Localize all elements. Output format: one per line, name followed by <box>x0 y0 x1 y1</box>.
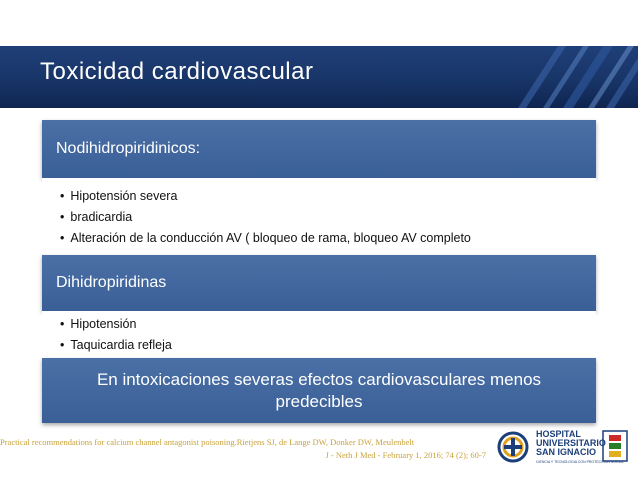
severe-intoxications-text: En intoxicaciones severas efectos cardiovasculares menos predecibles <box>96 369 542 411</box>
citation-line-2: J - Neth J Med - February 1, 2016; 74 (2); 60-7 <box>325 450 486 460</box>
hospital-logo-text <box>536 430 606 457</box>
list-item: • bradicardia <box>60 207 471 228</box>
decorative-stripes <box>488 46 638 108</box>
bullet-list-dihydropyridines <box>60 314 172 356</box>
logo-tagline: CIENCIA Y TECNOLOGIA CON PROTECCION SOCIAL <box>536 460 624 464</box>
slide-title: Toxicidad cardiovascular <box>40 58 314 85</box>
citation <box>0 436 486 462</box>
logo-line-3: SAN IGNACIO <box>536 447 597 457</box>
section-header-dihydropyridines: Dihidropiridinas <box>42 255 596 311</box>
bullet-list-nondihydropyridines <box>60 186 471 249</box>
section-header-severe-intoxications <box>42 358 596 423</box>
list-item: • Taquicardia refleja <box>60 335 172 356</box>
citation-line-1: Practical recommendations for calcium channel antagonist poisoning.Rietjens SJ, de Lange DW, Donker DW, Meulenbelt <box>0 437 415 447</box>
list-item: • Hipotensión severa <box>60 186 471 207</box>
section-header-nondihydropyridines: Nodihidropiridinicos: <box>42 120 596 178</box>
list-item: • Hipotensión <box>60 314 172 335</box>
logo-line-2: UNIVERSITARIO <box>536 438 606 448</box>
list-item: • Alteración de la conducción AV ( bloqueo de rama, bloqueo AV completo <box>60 228 471 249</box>
logo-line-1: HOSPITAL <box>536 429 581 439</box>
